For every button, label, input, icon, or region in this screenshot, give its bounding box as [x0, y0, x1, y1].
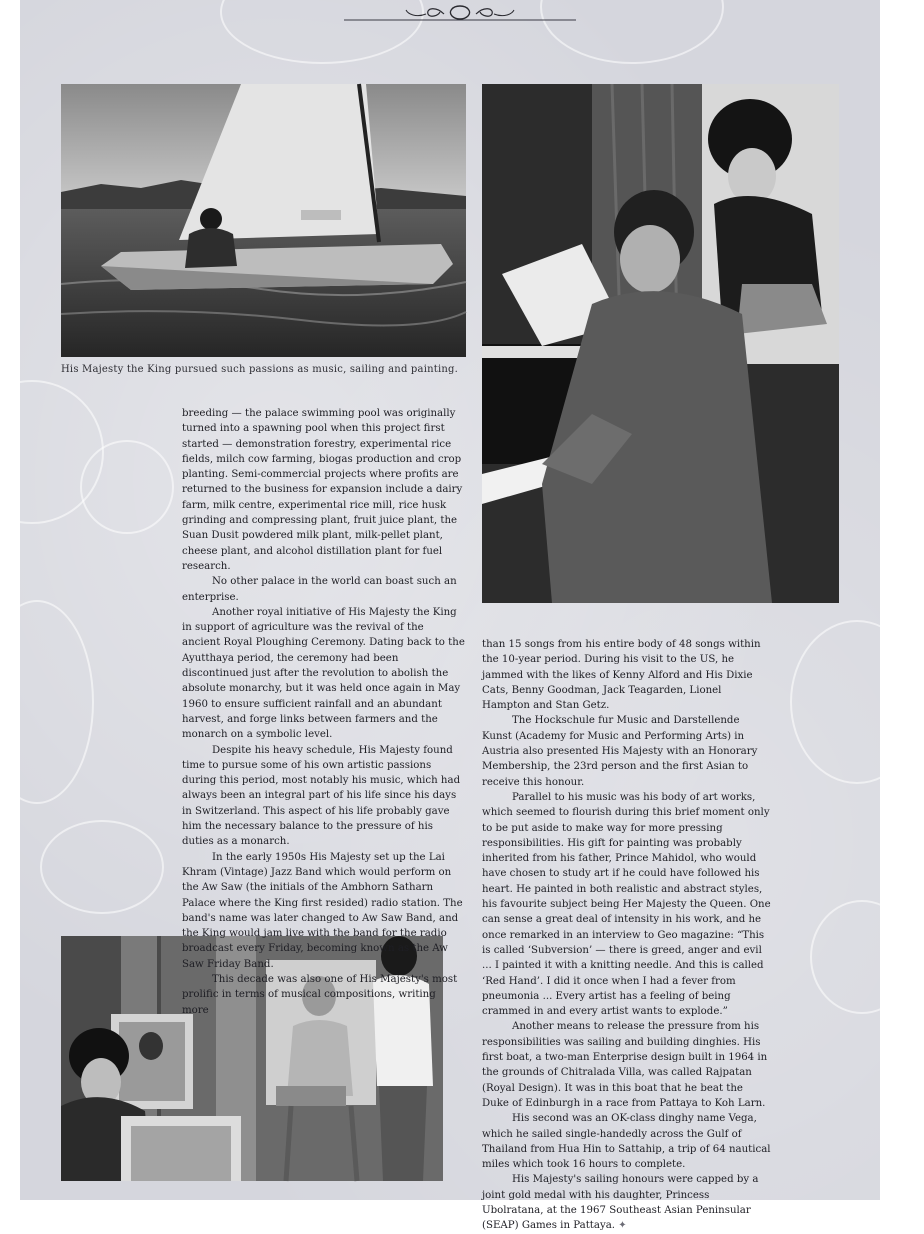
background-swirl: [40, 820, 164, 914]
paragraph: Despite his heavy schedule, His Majesty found time to pursue some of his own artistic passions during this period, most notably his music, which had always been an integral part of his life since his days in Switzerland. This aspect of his life probably gave him the necessary balance to the pressure of his duties as a monarch.: [182, 744, 461, 848]
paragraph: than 15 songs from his entire body of 48 songs within the 10-year period. During his visit to the US, he jammed with the likes of Kenny Alford and His Dixie Cats, Benny Goodman, Jack Teagarden, Lionel Hampton and Stan Getz.: [482, 639, 761, 712]
paragraph: No other palace in the world can boast such an enterprise.: [182, 576, 457, 603]
paragraph-text: His Majesty's sailing honours were capped by a joint gold medal with his daughter, Princess Ubolratana, at the 1967 Southeast Asian Peninsular (SEAP) Games in Pattaya.: [482, 1174, 759, 1232]
paragraph: Another means to release the pressure from his responsibilities was sailing and building dinghies. His first boat, a two-man Enterprise design built in 1964 in the grounds of Chitralada Villa, was called Rajpatan (Royal Design). It was in this boat that he beat the Duke of Edinburgh in a race from Pattaya to Koh Larn.: [482, 1021, 768, 1109]
photo-king-piano: [482, 84, 839, 603]
background-swirl: [0, 600, 94, 804]
paragraph: The Hockschule fur Music and Darstellende Kunst (Academy for Music and Performing Arts) in Austria also presented His Majesty with an Honorary Membership, the 23rd person and the first Asian to receive this honour.: [482, 715, 758, 788]
sailing-photo-image: [61, 84, 466, 357]
paragraph: In the early 1950s His Majesty set up the Lai Khram (Vintage) Jazz Band which would perform on the Aw Saw (the initials of the Ambhorn Satharn Palace where the King first resided) radio station. The band's name was later changed to Aw Saw Band, and the King would jam live with the band for the radio broadcast every Friday, becoming known as the Aw Saw Friday Band.: [182, 851, 463, 970]
top-ornament-flourish: [340, 2, 580, 26]
background-swirl: [810, 900, 914, 1014]
right-text-column: [482, 637, 772, 1234]
paragraph: This decade was also one of His Majesty's most prolific in terms of musical compositions, writing more: [182, 973, 458, 1016]
photo-king-sailing: [61, 84, 466, 357]
paragraph: Another royal initiative of His Majesty the King in support of agriculture was the revival of the ancient Royal Ploughing Ceremony. Dating back to the Ayutthaya period, the ceremony had been discontinued just after the revolution to abolish the absolute monarchy, but it was held once again in May 1960 to ensure sufficient rainfall and an abundant harvest, and forge links between farmers and the monarch on a symbolic level.: [182, 606, 465, 741]
photo-caption: His Majesty the King pursued such passions as music, sailing and painting.: [61, 364, 458, 375]
paragraph: Parallel to his music was his body of art works, which seemed to flourish during this brief moment only to be put aside to make way for more pressing responsibilities. His gift for painting was probably inherited from his father, Prince Mahidol, who would have chosen to study art if he could have followed his heart. He painted in both realistic and abstract styles, his favourite subject being Her Majesty the Queen. One can sense a great deal of intensity in his work, and he once remarked in an interview to Geo magazine: “This is called ‘Subversion’ — there is greed, anger and evil ... I painted it with a knitting needle. And this is called ‘Red Hand’. I did it once when I had a fever from pneumonia ... Every artist has a feeling of being crammed in and every artist wants to explode.”: [482, 791, 771, 1018]
background-swirl: [790, 620, 924, 784]
paragraph: His second was an OK-class dinghy name Vega, which he sailed single-handedly across the Gulf of Thailand from Hua Hin to Sattahip, a trip of 64 nautical miles which took 16 hours to complete.: [482, 1113, 771, 1171]
magazine-page: [20, 0, 880, 1232]
paragraph: [482, 1172, 772, 1233]
paragraph: breeding — the palace swimming pool was originally turned into a spawning pool when this project first started — demonstration forestry, experimental rice fields, milch cow farming, biogas production and crop planting. Semi-commercial projects where profits are returned to the business for expansion include a dairy farm, milk centre, experimental rice mill, rice husk grinding and compressing plant, fruit juice plant, the Suan Dusit powdered milk plant, milk-pellet plant, cheese plant, and alcohol distillation plant for fuel research.: [182, 408, 463, 572]
background-swirl: [80, 440, 174, 534]
piano-photo-image: [482, 84, 839, 603]
end-mark-icon: ✦: [618, 1220, 627, 1232]
left-text-column: [182, 406, 465, 1018]
